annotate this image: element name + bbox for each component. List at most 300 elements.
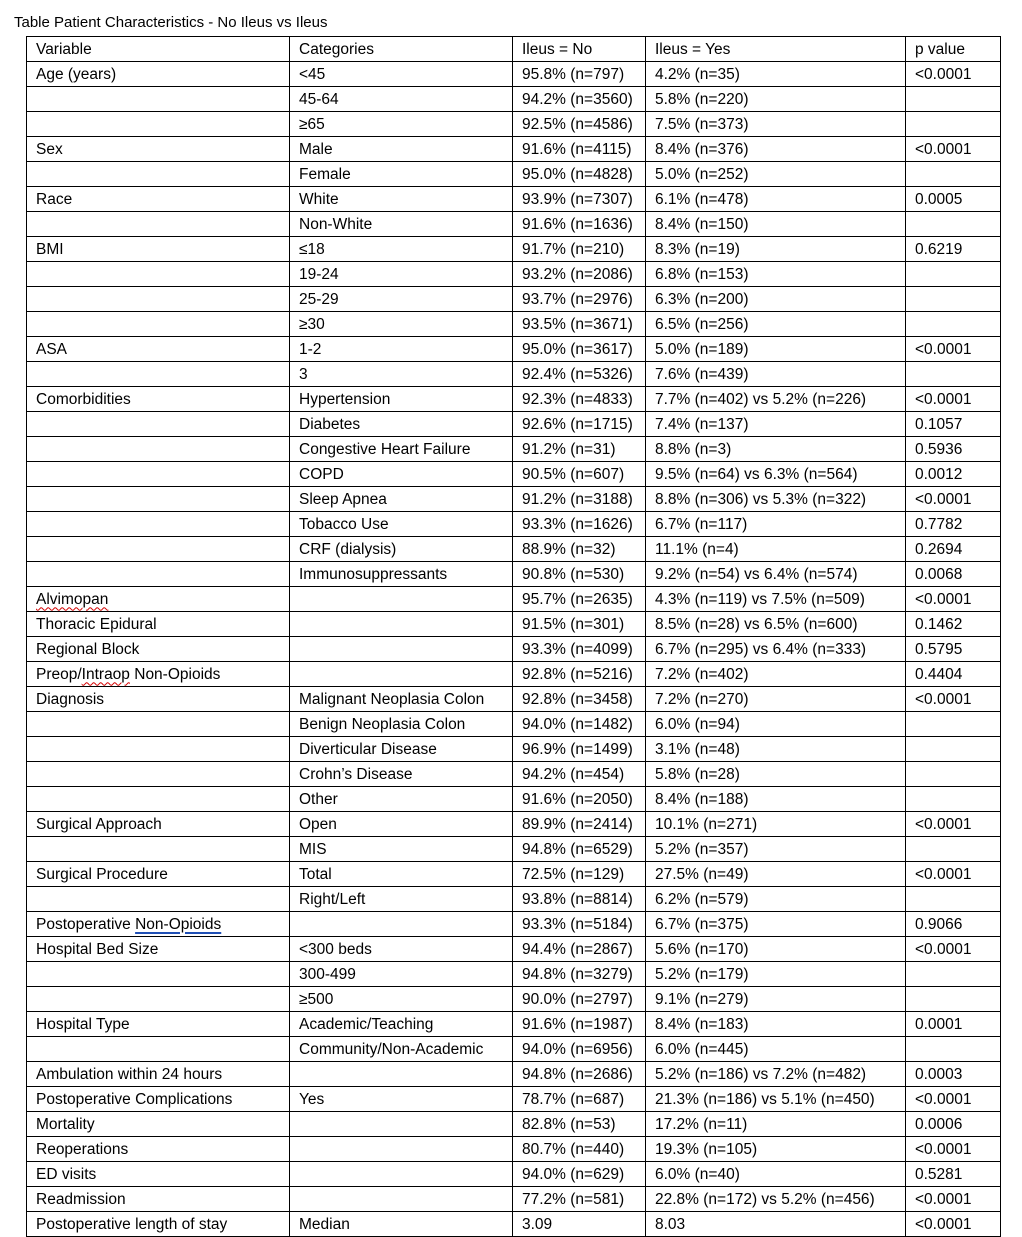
cell-p-value (906, 162, 1001, 187)
cell-text: 3.09 (522, 1215, 553, 1233)
cell-ileus-yes (646, 137, 906, 162)
table-row (27, 662, 1001, 687)
table-row (27, 237, 1001, 262)
cell-text: 8.4% (n=376) (655, 140, 749, 158)
cell-ileus-no (513, 812, 646, 837)
cell-category (290, 662, 513, 687)
cell-ileus-no (513, 912, 646, 937)
cell-text: 6.0% (n=94) (655, 715, 740, 733)
cell-category (290, 987, 513, 1012)
table-row (27, 637, 1001, 662)
cell-variable (27, 137, 290, 162)
cell-text: 94.2% (n=3560) (522, 90, 633, 108)
cell-text: 7.4% (n=137) (655, 415, 749, 433)
cell-text: 93.2% (n=2086) (522, 265, 633, 283)
cell-ileus-no (513, 612, 646, 637)
cell-ileus-yes (646, 1087, 906, 1112)
cell-text: ≥30 (299, 315, 325, 333)
cell-text: 6.0% (n=40) (655, 1165, 740, 1183)
table-row (27, 537, 1001, 562)
header-cell-ileus-yes: Ileus = Yes (646, 37, 906, 62)
cell-variable (27, 487, 290, 512)
cell-text: 6.7% (n=295) vs 6.4% (n=333) (655, 640, 867, 658)
cell-ileus-no (513, 462, 646, 487)
cell-ileus-no (513, 1112, 646, 1137)
cell-p-value (906, 1212, 1001, 1237)
cell-p-value (906, 362, 1001, 387)
cell-text: 6.8% (n=153) (655, 265, 749, 283)
cell-text: Surgical Approach (36, 815, 162, 833)
cell-p-value (906, 962, 1001, 987)
cell-text: 27.5% (n=49) (655, 865, 749, 883)
cell-category (290, 87, 513, 112)
cell-category (290, 287, 513, 312)
table-row (27, 812, 1001, 837)
cell-ileus-no (513, 1087, 646, 1112)
cell-p-value (906, 87, 1001, 112)
cell-text: Malignant Neoplasia Colon (299, 690, 485, 708)
cell-p-value (906, 987, 1001, 1012)
cell-ileus-no (513, 537, 646, 562)
cell-text: 94.0% (n=1482) (522, 715, 633, 733)
table-row (27, 912, 1001, 937)
table-row (27, 1037, 1001, 1062)
cell-text: 6.5% (n=256) (655, 315, 749, 333)
cell-category (290, 62, 513, 87)
cell-text: 0.0003 (915, 1065, 963, 1083)
cell-text: 91.6% (n=1636) (522, 215, 633, 233)
cell-text: 7.7% (n=402) vs 5.2% (n=226) (655, 390, 867, 408)
table-row (27, 712, 1001, 737)
cell-category (290, 137, 513, 162)
cell-ileus-no (513, 262, 646, 287)
cell-ileus-no (513, 437, 646, 462)
cell-category (290, 1212, 513, 1237)
cell-ileus-yes (646, 1137, 906, 1162)
cell-text: Open (299, 815, 337, 833)
table-caption: Table Patient Characteristics - No Ileus vs Ileus (14, 14, 328, 31)
cell-p-value (906, 737, 1001, 762)
cell-variable (27, 1187, 290, 1212)
cell-text: 11.1% (n=4) (655, 540, 739, 558)
cell-ileus-no (513, 1037, 646, 1062)
cell-ileus-yes (646, 837, 906, 862)
cell-text: 7.2% (n=402) (655, 665, 749, 683)
cell-text: 94.4% (n=2867) (522, 940, 633, 958)
table-row (27, 112, 1001, 137)
cell-variable (27, 537, 290, 562)
cell-text: 6.0% (n=445) (655, 1040, 749, 1058)
cell-text: 92.4% (n=5326) (522, 365, 633, 383)
cell-ileus-no (513, 237, 646, 262)
cell-text: 0.5936 (915, 440, 963, 458)
cell-text: <0.0001 (915, 590, 972, 608)
cell-text: 6.7% (n=117) (655, 515, 748, 533)
cell-text: <0.0001 (915, 940, 972, 958)
cell-text: <0.0001 (915, 490, 972, 508)
cell-text: 0.7782 (915, 515, 963, 533)
cell-ileus-yes (646, 987, 906, 1012)
table-row (27, 937, 1001, 962)
cell-text: 92.5% (n=4586) (522, 115, 633, 133)
cell-text: 1-2 (299, 340, 322, 358)
cell-variable (27, 1162, 290, 1187)
table-row (27, 587, 1001, 612)
cell-variable (27, 1137, 290, 1162)
cell-text: 0.1462 (915, 615, 963, 633)
cell-text: <0.0001 (915, 390, 972, 408)
cell-ileus-yes (646, 1187, 906, 1212)
cell-category (290, 637, 513, 662)
cell-text: Comorbidities (36, 390, 131, 408)
cell-p-value (906, 237, 1001, 262)
table-row (27, 1012, 1001, 1037)
cell-text: 4.2% (n=35) (655, 65, 740, 83)
cell-category (290, 187, 513, 212)
cell-text: 8.8% (n=306) vs 5.3% (n=322) (655, 490, 867, 508)
cell-text: 96.9% (n=1499) (522, 740, 633, 758)
cell-p-value (906, 287, 1001, 312)
cell-variable (27, 62, 290, 87)
cell-text: Other (299, 790, 338, 808)
cell-ileus-yes (646, 687, 906, 712)
cell-ileus-no (513, 637, 646, 662)
cell-ileus-yes (646, 487, 906, 512)
cell-p-value (906, 862, 1001, 887)
table-row (27, 87, 1001, 112)
cell-ileus-no (513, 487, 646, 512)
cell-p-value (906, 662, 1001, 687)
table-row (27, 1212, 1001, 1237)
cell-text: 0.0068 (915, 565, 963, 583)
cell-ileus-yes (646, 862, 906, 887)
cell-ileus-no (513, 1062, 646, 1087)
cell-text: 0.0012 (915, 465, 963, 483)
cell-category (290, 112, 513, 137)
cell-text: <0.0001 (915, 1140, 972, 1158)
table-row (27, 887, 1001, 912)
header-cell-p-value: p value (906, 37, 1001, 62)
cell-text: 5.8% (n=28) (655, 765, 740, 783)
cell-ileus-no (513, 87, 646, 112)
cell-category (290, 937, 513, 962)
cell-text: 0.5795 (915, 640, 963, 658)
cell-category (290, 612, 513, 637)
cell-ileus-yes (646, 612, 906, 637)
cell-text: 93.3% (n=1626) (522, 515, 633, 533)
cell-ileus-yes (646, 262, 906, 287)
cell-category (290, 812, 513, 837)
cell-text: ASA (36, 340, 68, 358)
cell-text: 0.4404 (915, 665, 963, 683)
cell-p-value (906, 312, 1001, 337)
table-row (27, 1162, 1001, 1187)
cell-variable (27, 337, 290, 362)
cell-variable (27, 837, 290, 862)
cell-text: ≤18 (299, 240, 325, 258)
cell-ileus-no (513, 1212, 646, 1237)
cell-text: 5.0% (n=189) (655, 340, 749, 358)
cell-variable (27, 762, 290, 787)
table-row (27, 412, 1001, 437)
cell-text: 90.8% (n=530) (522, 565, 625, 583)
cell-text: 9.2% (n=54) vs 6.4% (n=574) (655, 565, 858, 583)
cell-text: <0.0001 (915, 340, 972, 358)
table-row (27, 862, 1001, 887)
cell-ileus-no (513, 687, 646, 712)
cell-ileus-no (513, 937, 646, 962)
cell-text: <0.0001 (915, 815, 972, 833)
cell-variable (27, 437, 290, 462)
cell-ileus-no (513, 287, 646, 312)
table-row (27, 762, 1001, 787)
cell-text: 9.5% (n=64) vs 6.3% (n=564) (655, 465, 858, 483)
cell-text: 25-29 (299, 290, 339, 308)
cell-text: Diabetes (299, 415, 361, 433)
cell-text: 6.3% (n=200) (655, 290, 749, 308)
cell-text: 300-499 (299, 965, 356, 983)
cell-ileus-no (513, 412, 646, 437)
cell-ileus-yes (646, 812, 906, 837)
cell-p-value (906, 62, 1001, 87)
cell-ileus-yes (646, 937, 906, 962)
cell-text: 19.3% (n=105) (655, 1140, 758, 1158)
cell-ileus-no (513, 137, 646, 162)
cell-text: 0.9066 (915, 915, 963, 933)
cell-variable (27, 787, 290, 812)
cell-variable (27, 712, 290, 737)
cell-variable (27, 212, 290, 237)
cell-ileus-no (513, 862, 646, 887)
cell-text: 92.8% (n=5216) (522, 665, 633, 683)
cell-variable (27, 562, 290, 587)
cell-text: 3.1% (n=48) (655, 740, 740, 758)
table-row (27, 62, 1001, 87)
cell-ileus-yes (646, 87, 906, 112)
cell-p-value (906, 1112, 1001, 1137)
cell-variable (27, 237, 290, 262)
cell-text: 8.4% (n=183) (655, 1015, 749, 1033)
cell-p-value (906, 112, 1001, 137)
cell-text: 80.7% (n=440) (522, 1140, 625, 1158)
cell-ileus-no (513, 387, 646, 412)
cell-variable (27, 312, 290, 337)
cell-variable (27, 1012, 290, 1037)
cell-ileus-yes (646, 887, 906, 912)
cell-category (290, 737, 513, 762)
table-row (27, 1137, 1001, 1162)
cell-p-value (906, 812, 1001, 837)
cell-text: CRF (dialysis) (299, 540, 397, 558)
cell-text: Right/Left (299, 890, 366, 908)
cell-category (290, 862, 513, 887)
cell-text: Surgical Procedure (36, 865, 168, 883)
cell-ileus-no (513, 312, 646, 337)
table-row (27, 837, 1001, 862)
table-row (27, 612, 1001, 637)
cell-variable (27, 812, 290, 837)
cell-ileus-yes (646, 737, 906, 762)
cell-text: Non-White (299, 215, 373, 233)
cell-p-value (906, 212, 1001, 237)
cell-text: 94.0% (n=6956) (522, 1040, 633, 1058)
cell-text: White (299, 190, 339, 208)
table-row (27, 362, 1001, 387)
cell-text: Hospital Type (36, 1015, 130, 1033)
cell-text: <0.0001 (915, 65, 972, 83)
cell-p-value (906, 562, 1001, 587)
table-row (27, 337, 1001, 362)
cell-ileus-no (513, 737, 646, 762)
cell-text: Diverticular Disease (299, 740, 437, 758)
cell-category (290, 1162, 513, 1187)
cell-variable (27, 937, 290, 962)
cell-variable (27, 1037, 290, 1062)
cell-text: 89.9% (n=2414) (522, 815, 633, 833)
cell-text: 93.3% (n=4099) (522, 640, 633, 658)
header-cell-variable: Variable (27, 37, 290, 62)
cell-text: 91.7% (n=210) (522, 240, 625, 258)
cell-text: 5.8% (n=220) (655, 90, 749, 108)
cell-text: 93.9% (n=7307) (522, 190, 633, 208)
cell-variable (27, 387, 290, 412)
cell-ileus-no (513, 337, 646, 362)
cell-variable (27, 262, 290, 287)
cell-p-value (906, 262, 1001, 287)
cell-ileus-yes (646, 787, 906, 812)
cell-ileus-no (513, 162, 646, 187)
cell-ileus-yes (646, 362, 906, 387)
cell-text: <0.0001 (915, 690, 972, 708)
cell-p-value (906, 787, 1001, 812)
patient-characteristics-table (26, 36, 1001, 1237)
header-cell-categories: Categories (290, 37, 513, 62)
cell-ileus-no (513, 512, 646, 537)
cell-variable (27, 662, 290, 687)
cell-category (290, 387, 513, 412)
cell-p-value (906, 1087, 1001, 1112)
cell-text: 21.3% (n=186) vs 5.1% (n=450) (655, 1090, 875, 1108)
cell-text: 95.0% (n=4828) (522, 165, 633, 183)
cell-category (290, 312, 513, 337)
cell-p-value (906, 937, 1001, 962)
cell-p-value (906, 687, 1001, 712)
cell-text: 0.2694 (915, 540, 963, 558)
cell-text: 91.2% (n=31) (522, 440, 616, 458)
cell-text: Postoperative Complications (36, 1090, 233, 1108)
cell-text: 93.8% (n=8814) (522, 890, 633, 908)
cell-text: Thoracic Epidural (36, 615, 157, 633)
cell-ileus-yes (646, 1012, 906, 1037)
cell-variable (27, 1112, 290, 1137)
cell-category (290, 1012, 513, 1037)
cell-category (290, 512, 513, 537)
cell-variable (27, 162, 290, 187)
cell-text: Race (36, 190, 73, 208)
cell-p-value (906, 1137, 1001, 1162)
table-row (27, 387, 1001, 412)
table-row (27, 512, 1001, 537)
cell-text: Regional Block (36, 640, 140, 658)
cell-ileus-yes (646, 412, 906, 437)
cell-p-value (906, 612, 1001, 637)
cell-p-value (906, 587, 1001, 612)
cell-category (290, 462, 513, 487)
cell-variable (27, 687, 290, 712)
table-row (27, 687, 1001, 712)
cell-text: 6.7% (n=375) (655, 915, 749, 933)
cell-text: <300 beds (299, 940, 372, 958)
cell-variable (27, 287, 290, 312)
cell-category (290, 687, 513, 712)
cell-text: Academic/Teaching (299, 1015, 434, 1033)
cell-text: Readmission (36, 1190, 126, 1208)
cell-text: 82.8% (n=53) (522, 1115, 616, 1133)
cell-text: 91.6% (n=2050) (522, 790, 633, 808)
cell-category (290, 1062, 513, 1087)
cell-ileus-yes (646, 537, 906, 562)
cell-category (290, 1037, 513, 1062)
cell-ileus-yes (646, 337, 906, 362)
cell-text: <45 (299, 65, 326, 83)
cell-text: <0.0001 (915, 140, 972, 158)
cell-text: <0.0001 (915, 1190, 972, 1208)
cell-text: 5.6% (n=170) (655, 940, 749, 958)
cell-text: 94.8% (n=6529) (522, 840, 633, 858)
cell-text: 8.03 (655, 1215, 686, 1233)
cell-text: 8.5% (n=28) vs 6.5% (n=600) (655, 615, 858, 633)
cell-text: 0.0005 (915, 190, 963, 208)
cell-variable (27, 637, 290, 662)
cell-ileus-yes (646, 1162, 906, 1187)
cell-variable (27, 362, 290, 387)
cell-ileus-no (513, 1137, 646, 1162)
cell-variable (27, 612, 290, 637)
table-row (27, 187, 1001, 212)
cell-ileus-yes (646, 387, 906, 412)
cell-text: Diagnosis (36, 690, 105, 708)
cell-text: Median (299, 1215, 350, 1233)
cell-category (290, 162, 513, 187)
cell-variable (27, 1087, 290, 1112)
cell-ileus-yes (646, 637, 906, 662)
cell-ileus-no (513, 1187, 646, 1212)
cell-ileus-yes (646, 1037, 906, 1062)
cell-category (290, 1087, 513, 1112)
cell-text: 0.5281 (915, 1165, 963, 1183)
cell-category (290, 762, 513, 787)
cell-category (290, 237, 513, 262)
cell-text: <0.0001 (915, 865, 972, 883)
cell-ileus-no (513, 987, 646, 1012)
cell-ileus-yes (646, 662, 906, 687)
table-row (27, 162, 1001, 187)
cell-ileus-no (513, 212, 646, 237)
table-row (27, 437, 1001, 462)
cell-text: MIS (299, 840, 327, 858)
cell-text: Female (299, 165, 351, 183)
cell-ileus-yes (646, 562, 906, 587)
cell-p-value (906, 1062, 1001, 1087)
cell-text: 72.5% (n=129) (522, 865, 625, 883)
table-row (27, 462, 1001, 487)
cell-variable (27, 462, 290, 487)
cell-text: 77.2% (n=581) (522, 1190, 625, 1208)
cell-category (290, 1112, 513, 1137)
cell-text: Yes (299, 1090, 325, 1108)
cell-text: 8.8% (n=3) (655, 440, 732, 458)
cell-variable (27, 412, 290, 437)
